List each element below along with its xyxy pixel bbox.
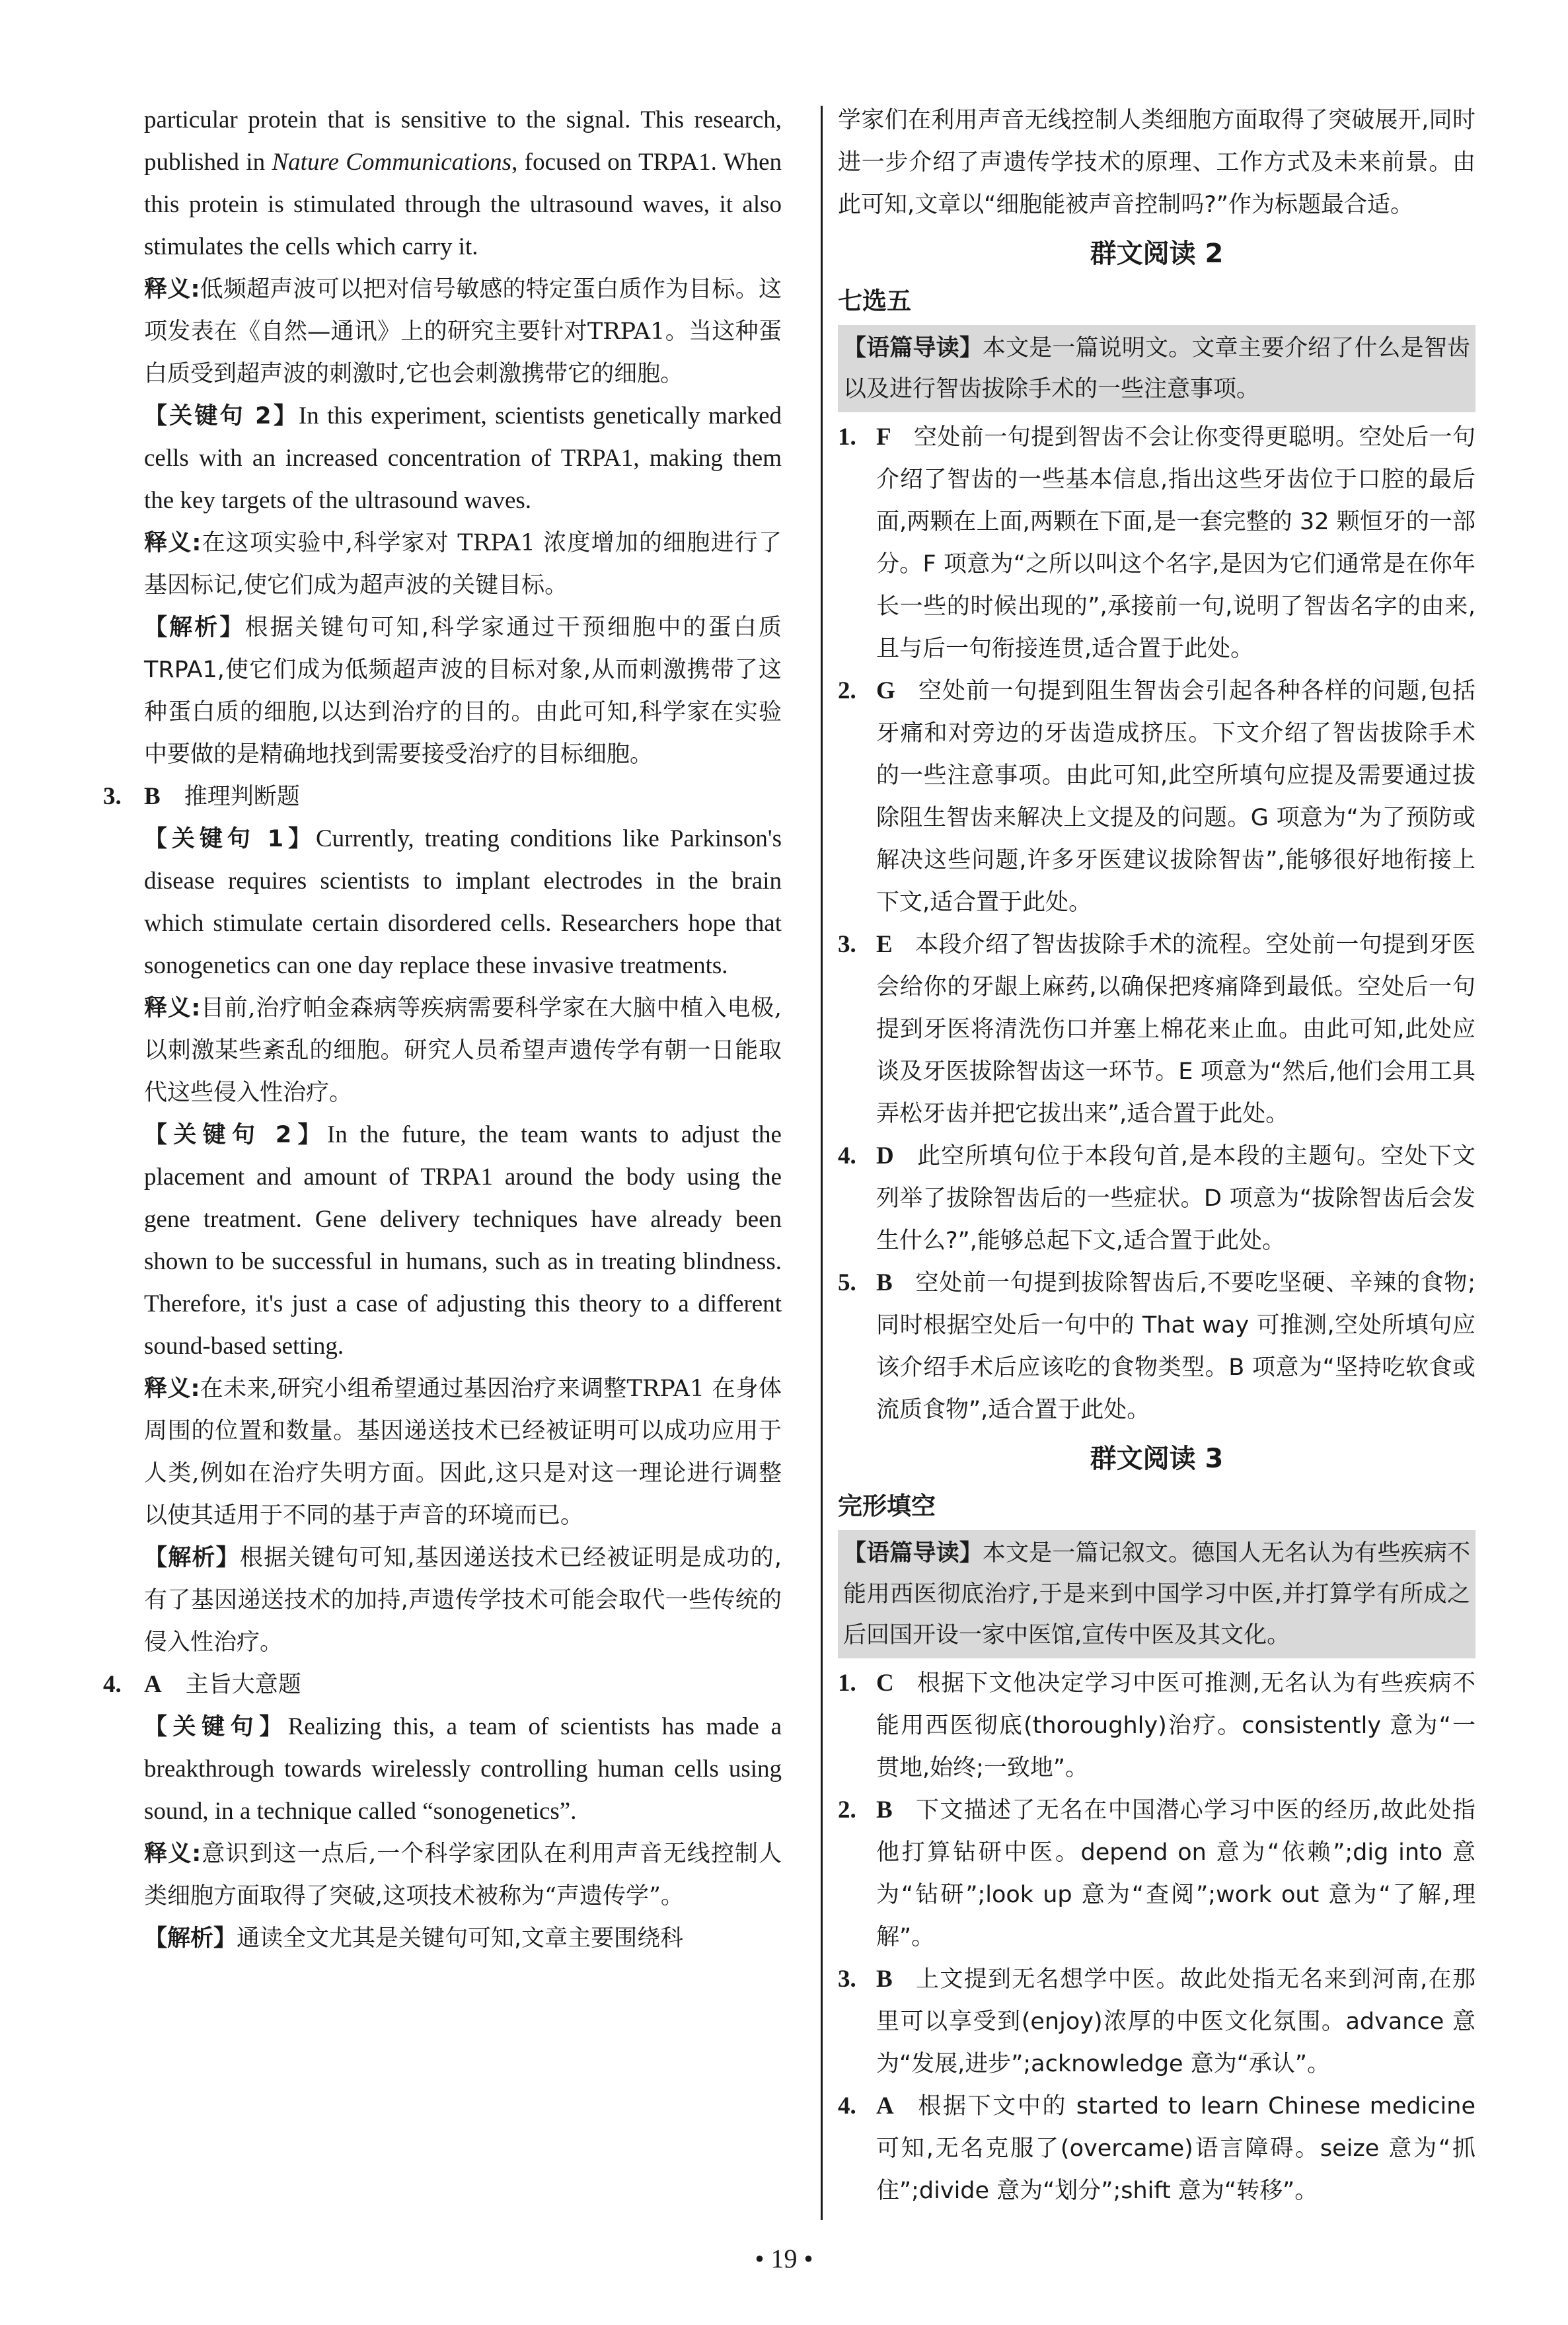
- explanation: 根据下文中的 started to learn Chinese medicine 可知,无名克服了(overcame)语言障碍。seize 意为“抓住”;divide 意为“划分”;shift 意为“转移”。: [876, 2093, 1475, 2204]
- text: 目前,治疗帕金森病等疾病需要科学家在大脑中植入电极,以刺激某些紊乱的细胞。研究人员希望声遗传学有朝一日能取代这些侵入性治疗。: [144, 995, 782, 1106]
- explanation: 空处前一句提到智齿不会让你变得更聪明。空处后一句介绍了智齿的一些基本信息,指出这些牙齿位于口腔的最后面,两颗在上面,两颗在下面,是一套完整的 32 颗恒牙的一部分。F 项意为“之所以叫这个名字,是因为它们通常是在你年长一些的时候出现的”,承接前一句,说明了智齿名字的由来,且与后一句衔接连贯,适合置于此处。: [876, 424, 1475, 662]
- section-3-answers: [838, 1662, 1475, 2212]
- analysis: [144, 607, 782, 776]
- question-number: 2.: [838, 1796, 856, 1824]
- text: 低频超声波可以把对信号敏感的特定蛋白质作为目标。这项发表在《自然—通讯》上的研究主要针对TRPA1。当这种蛋白质受到超声波的刺激时,它也会刺激携带它的细胞。: [144, 276, 782, 387]
- label: 【关键句 2】: [144, 403, 299, 429]
- answer-item: [838, 1789, 1475, 1958]
- answer: B: [876, 1966, 893, 1993]
- answer-item: [838, 1958, 1475, 2085]
- explanation: 上文提到无名想学中医。故此处指无名来到河南,在那里可以享受到(enjoy)浓厚的中医文化氛围。advance 意为“发展,进步”;acknowledge 意为“承认”。: [876, 1966, 1475, 2077]
- explanation: 空处前一句提到阻生智齿会引起各种各样的问题,包括牙痛和对旁边的牙齿造成挤压。下文介绍了智齿拔除手术的一些注意事项。由此可知,此空所填句应提及需要通过拔除阻生智齿来解决上文提及的问题。G 项意为“为了预防或解决这些问题,许多牙医建议拔除智齿”,能够很好地衔接上下文,适合置于此处。: [876, 678, 1475, 916]
- column-divider: [821, 106, 823, 2220]
- label: 【语篇导读】: [843, 1540, 983, 1567]
- subsection-seven-choose-five: 七选五: [838, 287, 911, 315]
- answer-item: [838, 416, 1475, 670]
- question-type: 推理判断题: [184, 784, 300, 810]
- label: 释义:: [144, 276, 200, 303]
- reading-guide: [838, 325, 1475, 412]
- text: 本文是一篇记叙文。德国人无名认为有些疾病不能用西医彻底治疗,于是来到中国学习中医,并打算学有所成之后回国开设一家中医馆,宣传中医及其文化。: [843, 1540, 1470, 1648]
- question-number: 3.: [838, 1966, 856, 1993]
- label: 【关键句 2】: [144, 1122, 327, 1148]
- paraphrase: [144, 1833, 782, 1917]
- analysis: [144, 1537, 782, 1664]
- text: 根据关键句可知,基因递送技术已经被证明是成功的,有了基因递送技术的加持,声遗传学技术可能会取代一些传统的侵入性治疗。: [144, 1545, 782, 1656]
- label: 释义:: [144, 1841, 202, 1867]
- label: 【解析】: [144, 614, 245, 641]
- label: 【关键句】: [144, 1714, 288, 1740]
- paraphrase: [144, 268, 782, 395]
- label: 【解析】: [144, 1925, 237, 1952]
- text: particular protein that is sensitive to the signal. This research, published in: [144, 106, 782, 176]
- section-title-3: 群文阅读 3: [1090, 1444, 1224, 1474]
- question-number: 5.: [838, 1269, 856, 1296]
- question-3-header: [103, 776, 782, 818]
- answer: A: [144, 1671, 162, 1698]
- answer: D: [876, 1142, 894, 1169]
- reading-guide: [838, 1530, 1475, 1658]
- text: In this experiment, scientists genetically marked cells with an increased concentration of TRPA1, making them the key targets of the ultrasound waves.: [144, 402, 782, 514]
- label: 释义:: [144, 995, 201, 1021]
- answer: B: [876, 1796, 893, 1824]
- journal-name: Nature Communications: [272, 149, 512, 176]
- key-sentence: [144, 1706, 782, 1833]
- section-2-answers: [838, 416, 1475, 1431]
- question-number: 1.: [838, 424, 856, 451]
- key-sentence-2: [144, 1114, 782, 1368]
- subsection-cloze: 完形填空: [838, 1492, 936, 1520]
- explanation: 根据下文他决定学习中医可推测,无名认为有些疾病不能用西医彻底(thoroughly)治疗。consistently 意为“一贯地,始终;一致地”。: [876, 1670, 1475, 1781]
- analysis: [144, 1917, 782, 1960]
- answer: B: [876, 1269, 893, 1296]
- left-column: [103, 99, 782, 1960]
- answer-item: [838, 924, 1475, 1135]
- paraphrase: [144, 987, 782, 1114]
- question-number: 3.: [838, 931, 856, 958]
- answer-item: [838, 670, 1475, 924]
- question-number: 4.: [838, 1142, 856, 1169]
- question-number: 4.: [838, 2092, 856, 2120]
- text: 通读全文尤其是关键句可知,文章主要围绕科: [237, 1925, 684, 1952]
- question-number: 1.: [838, 1670, 856, 1697]
- answer-item: [838, 1135, 1475, 1262]
- explanation: 空处前一句提到拔除智齿后,不要吃坚硬、辛辣的食物;同时根据空处后一句中的 That way 可推测,空处所填句应该介绍手术后应该吃的食物类型。B 项意为“坚持吃软食或流质食物”,适合置于此处。: [876, 1270, 1475, 1423]
- answer-item: [838, 1262, 1475, 1431]
- text: 在这项实验中,科学家对 TRPA1 浓度增加的细胞进行了基因标记,使它们成为超声波的关键目标。: [144, 530, 782, 599]
- explanation: 本段介绍了智齿拔除手术的流程。空处前一句提到牙医会给你的牙龈上麻药,以确保把疼痛降到最低。空处后一句提到牙医将清洗伤口并塞上棉花来止血。由此可知,此处应谈及牙医拔除智齿这一环节。E 项意为“然后,他们会用工具弄松牙齿并把它拔出来”,适合置于此处。: [876, 932, 1475, 1127]
- answer: C: [876, 1670, 894, 1697]
- label: 【语篇导读】: [843, 335, 983, 361]
- right-column: [838, 99, 1475, 2212]
- question-type: 主旨大意题: [185, 1672, 301, 1698]
- question-4-header: [103, 1664, 782, 1706]
- text: Currently, treating conditions like Parkinson's disease requires scientists to implant electrodes in the brain which stimulate certain disordered cells. Researchers hope that sonogenetics can one day replace these invasive treatments.: [144, 825, 782, 979]
- paragraph-key-sentence-1-cont: [144, 99, 782, 268]
- page-number: • 19 •: [755, 2244, 813, 2273]
- text: , focused on TRPA1. When this protein is stimulated through the ultrasound waves, it also stimulates the cells which carry it.: [144, 149, 782, 260]
- paraphrase: [144, 522, 782, 607]
- question-number: 4.: [103, 1671, 122, 1698]
- answer: E: [876, 931, 893, 958]
- explanation: 下文描述了无名在中国潜心学习中医的经历,故此处指他打算钻研中医。depend on 意为“依赖”;dig into 意为“钻研”;look up 意为“查阅”;work out 意为“了解,理解”。: [876, 1797, 1475, 1950]
- label: 释义:: [144, 1376, 200, 1402]
- text: Realizing this, a team of scientists has made a breakthrough towards wirelessly controlling human cells using sound, in a technique called “sonogenetics”.: [144, 1713, 782, 1825]
- question-number: 2.: [838, 677, 856, 704]
- key-sentence-1: [144, 818, 782, 987]
- text: 在未来,研究小组希望通过基因治疗来调整TRPA1 在身体周围的位置和数量。基因递送技术已经被证明可以成功应用于人类,例如在治疗失明方面。因此,这只是对这一理论进行调整以使其适用于不同的基于声音的环境而已。: [144, 1376, 782, 1529]
- question-number: 3.: [103, 783, 122, 810]
- section-title-2: 群文阅读 2: [1090, 239, 1224, 269]
- answer: A: [876, 2092, 894, 2120]
- text: 本文是一篇说明文。文章主要介绍了什么是智齿以及进行智齿拔除手术的一些注意事项。: [843, 335, 1470, 402]
- paraphrase: [144, 1368, 782, 1537]
- label: 【解析】: [144, 1545, 240, 1571]
- answer: F: [876, 424, 891, 451]
- answer-item: [838, 1662, 1475, 1789]
- answer: G: [876, 677, 895, 704]
- text: In the future, the team wants to adjust the placement and amount of TRPA1 around the body using the gene treatment. Gene delivery techniques have already been shown to be successful in humans, such as in treating blindness. Therefore, it's just a case of adjusting this theory to a different sound-based setting.: [144, 1121, 782, 1360]
- answer-item: [838, 2085, 1475, 2212]
- key-sentence-2: [144, 395, 782, 522]
- analysis-continued: 学家们在利用声音无线控制人类细胞方面取得了突破展开,同时进一步介绍了声遗传学技术的原理、工作方式及未来前景。由此可知,文章以“细胞能被声音控制吗?”作为标题最合适。: [838, 107, 1475, 218]
- label: 【关键句 1】: [144, 826, 316, 852]
- label: 释义:: [144, 530, 202, 556]
- text: 根据关键句可知,科学家通过干预细胞中的蛋白质 TRPA1,使它们成为低频超声波的目标对象,从而刺激携带了这种蛋白质的细胞,以达到治疗的目的。由此可知,科学家在实验中要做的是精确地找到需要接受治疗的目标细胞。: [144, 614, 782, 768]
- explanation: 此空所填句位于本段句首,是本段的主题句。空处下文列举了拔除智齿后的一些症状。D 项意为“拔除智齿后会发生什么?”,能够总起下文,适合置于此处。: [876, 1143, 1475, 1254]
- text: 意识到这一点后,一个科学家团队在利用声音无线控制人类细胞方面取得了突破,这项技术被称为“声遗传学”。: [144, 1841, 782, 1909]
- answer: B: [144, 783, 161, 810]
